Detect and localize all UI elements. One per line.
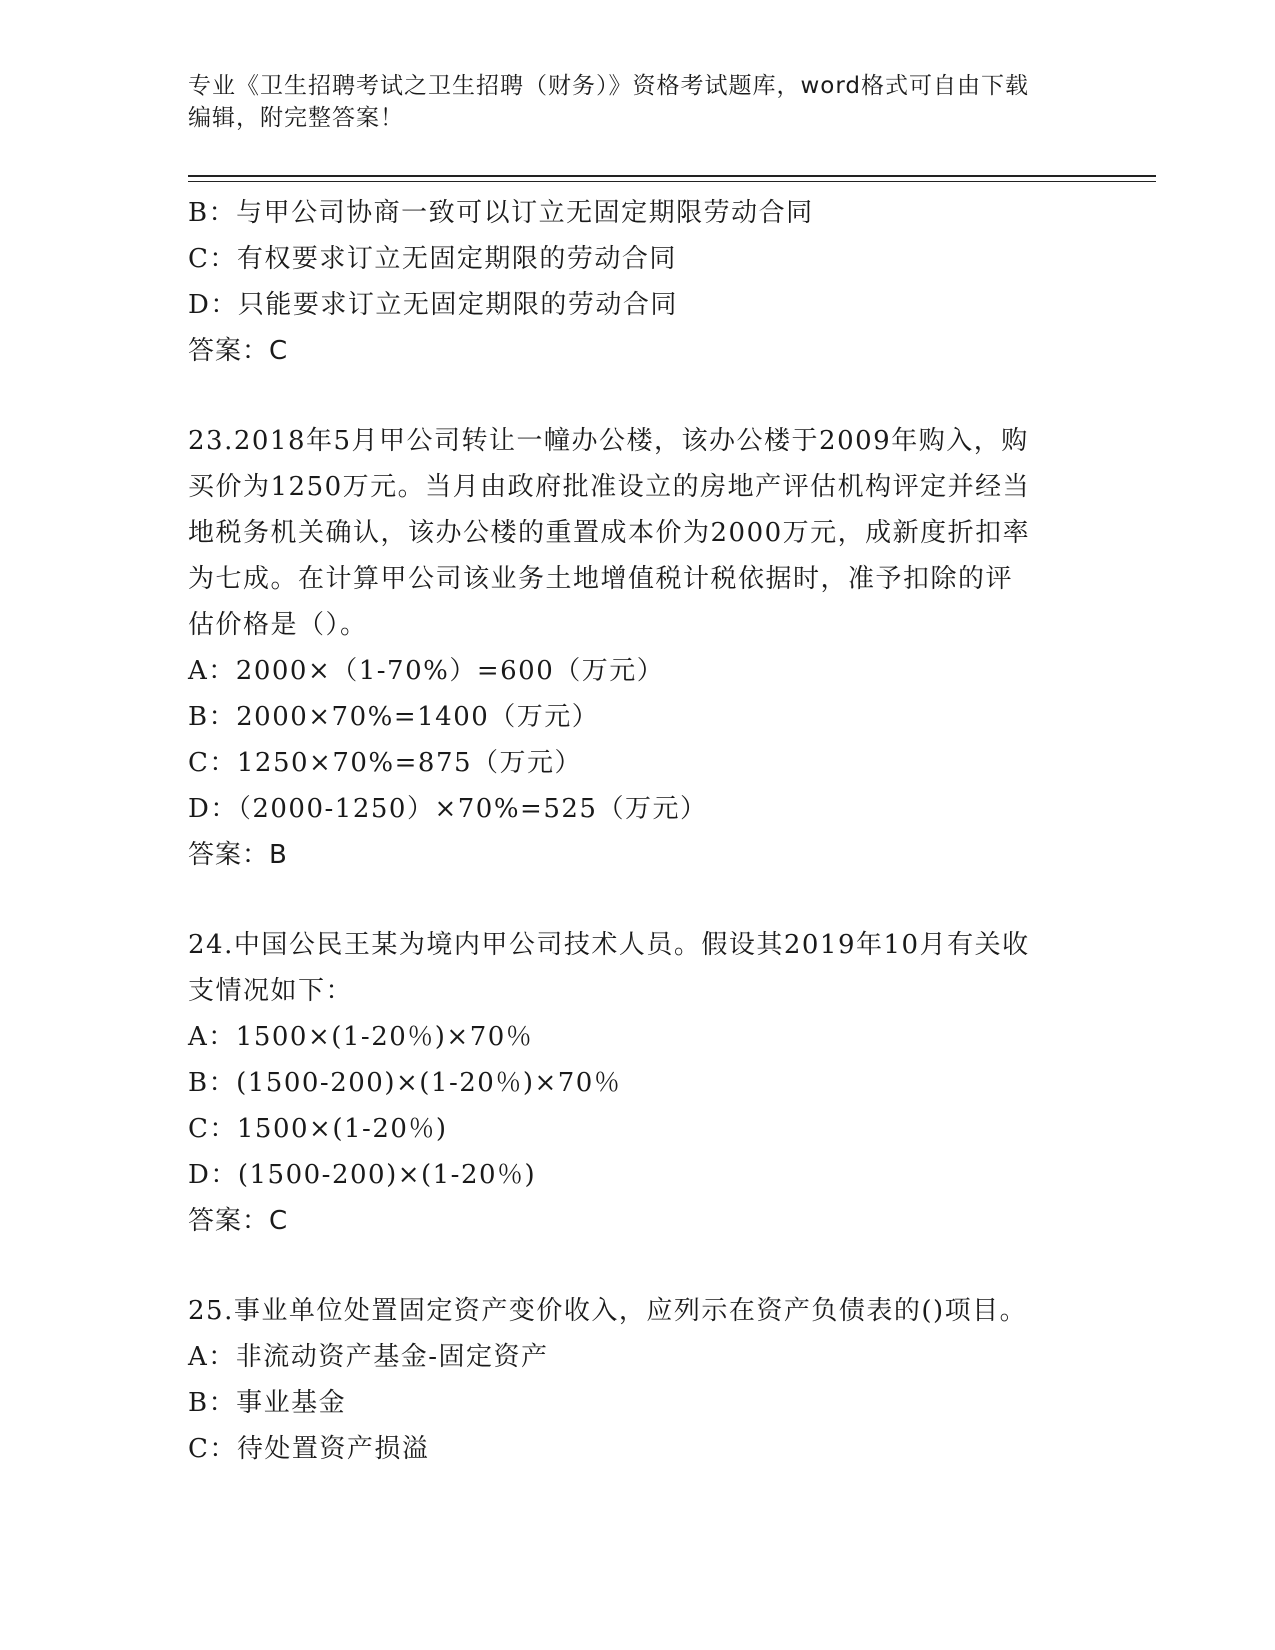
question-22 [188, 190, 1088, 374]
answer: 答案：B [188, 840, 288, 870]
document-header [188, 70, 1088, 134]
header-rule-thin [188, 181, 1156, 182]
answer: 答案：C [188, 336, 289, 366]
option-c: C：有权要求订立无固定期限的劳动合同 [188, 244, 677, 274]
header-line-1: 专业《卫生招聘考试之卫生招聘（财务）》资格考试题库，word格式可自由下载 [188, 73, 1030, 99]
option-c: C：1500×(1-20％) [188, 1114, 448, 1144]
question-text: 23.2018年5月甲公司转让一幢办公楼，该办公楼于2009年购入，购 买价为1250万元。当月由政府批准设立的房地产评估机构评定并经当 地税务机关确认，该办公楼的重置成本价为2000万元，成新度折扣率 为七成。在计算甲公司该业务土地增值税计税依据时，准予扣除的评 估价格是（）。 [188, 426, 1031, 640]
option-b: B：事业基金 [188, 1388, 347, 1418]
question-list [188, 190, 1088, 1472]
question-25 [188, 1288, 1088, 1472]
option-c: C：待处置资产损溢 [188, 1434, 430, 1464]
question-24 [188, 922, 1088, 1244]
option-a: A：2000×（1-70%）=600（万元） [188, 656, 665, 686]
question-text: 24.中国公民王某为境内甲公司技术人员。假设其2019年10月有关收 支情况如下： [188, 930, 1030, 1006]
option-d: D：（2000-1250）×70%=525（万元） [188, 794, 708, 824]
question-text: 25.事业单位处置固定资产变价收入，应列示在资产负债表的()项目。 [188, 1296, 1028, 1326]
question-23 [188, 418, 1088, 878]
option-b: B：与甲公司协商一致可以订立无固定期限劳动合同 [188, 198, 814, 228]
header-rule [188, 175, 1156, 177]
header-line-2: 编辑，附完整答案！ [188, 105, 404, 131]
option-d: D：只能要求订立无固定期限的劳动合同 [188, 290, 678, 320]
option-b: B：(1500-200)×(1-20％)×70％ [188, 1068, 622, 1098]
option-c: C：1250×70%=875（万元） [188, 748, 583, 778]
answer: 答案：C [188, 1206, 289, 1236]
option-a: A：1500×(1-20％)×70％ [188, 1022, 534, 1052]
option-a: A：非流动资产基金-固定资产 [188, 1342, 549, 1372]
option-b: B：2000×70%=1400（万元） [188, 702, 600, 732]
option-d: D：(1500-200)×(1-20％) [188, 1160, 537, 1190]
